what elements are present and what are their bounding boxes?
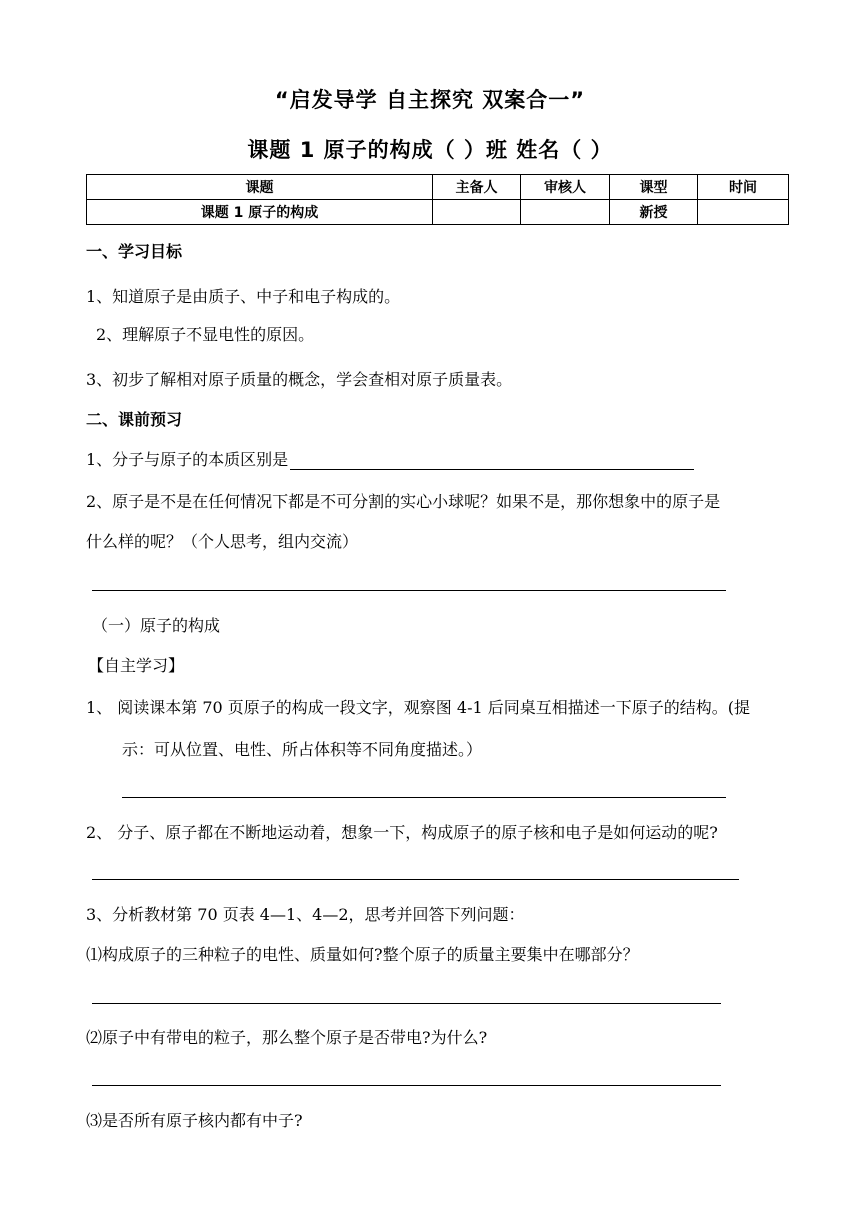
table-header-cell: 主备人 bbox=[433, 175, 521, 200]
table-cell bbox=[698, 200, 789, 225]
table-cell bbox=[521, 200, 610, 225]
table-header-cell: 时间 bbox=[698, 175, 789, 200]
sub-question-3: ⑶是否所有原子核内都有中子? bbox=[86, 1111, 303, 1130]
part-heading-atom-structure: （一）原子的构成 bbox=[92, 616, 221, 635]
answer-line bbox=[122, 797, 726, 798]
preview-question-2-cont: 什么样的呢？（个人思考，组内交流） bbox=[86, 532, 359, 551]
answer-blank bbox=[290, 451, 694, 470]
objective-item: 1、知道原子是由质子、中子和电子构成的。 bbox=[86, 287, 401, 306]
page-title: “启发导学 自主探究 双案合一” bbox=[274, 88, 586, 112]
answer-line bbox=[92, 1003, 721, 1004]
sub-question-1: ⑴构成原子的三种粒子的电性、质量如何?整个原子的质量主要集中在哪部分？ bbox=[86, 945, 639, 964]
table-header-cell: 审核人 bbox=[521, 175, 610, 200]
answer-line bbox=[92, 590, 726, 591]
section-heading-objectives: 一、学习目标 bbox=[86, 242, 183, 261]
table-header-cell: 课题 bbox=[87, 175, 433, 200]
lesson-info-table bbox=[86, 174, 789, 225]
table-cell: 课题 1 原子的构成 bbox=[87, 200, 433, 225]
study-question-1-cont: 示：可从位置、电性、所占体积等不同角度描述。） bbox=[122, 740, 483, 759]
table-cell: 新授 bbox=[610, 200, 698, 225]
table-header-cell: 课型 bbox=[610, 175, 698, 200]
preview-question-2: 2、原子是不是在任何情况下都是不可分割的实心小球呢？如果不是，那你想象中的原子是 bbox=[86, 492, 721, 511]
study-question-2: 2、 分子、原子都在不断地运动着，想象一下，构成原子的原子核和电子是如何运动的呢? bbox=[86, 823, 718, 842]
answer-line bbox=[92, 1085, 721, 1086]
lesson-title: 课题 1 原子的构成（ ）班 姓名（ ） bbox=[247, 138, 613, 162]
question-text: 1、分子与原子的本质区别是 bbox=[86, 450, 289, 469]
self-study-label: 【自主学习】 bbox=[88, 656, 185, 675]
study-question-3: 3、分析教材第 70 页表 4—1、4—2，思考并回答下列问题： bbox=[86, 905, 525, 924]
sub-question-2: ⑵原子中有带电的粒子，那么整个原子是否带电?为什么? bbox=[86, 1028, 488, 1047]
table-cell bbox=[433, 200, 521, 225]
objective-item: 3、初步了解相对原子质量的概念，学会查相对原子质量表。 bbox=[86, 370, 513, 389]
preview-question-1 bbox=[86, 450, 694, 470]
study-question-1: 1、 阅读课本第 70 页原子的构成一段文字，观察图 4-1 后同桌互相描述一下原子的结构。(提 bbox=[86, 698, 750, 717]
answer-line bbox=[92, 879, 739, 880]
table-row bbox=[87, 200, 789, 225]
table-header-row bbox=[87, 175, 789, 200]
section-heading-preview: 二、课前预习 bbox=[86, 410, 183, 429]
objective-item: 2、理解原子不显电性的原因。 bbox=[96, 325, 315, 344]
